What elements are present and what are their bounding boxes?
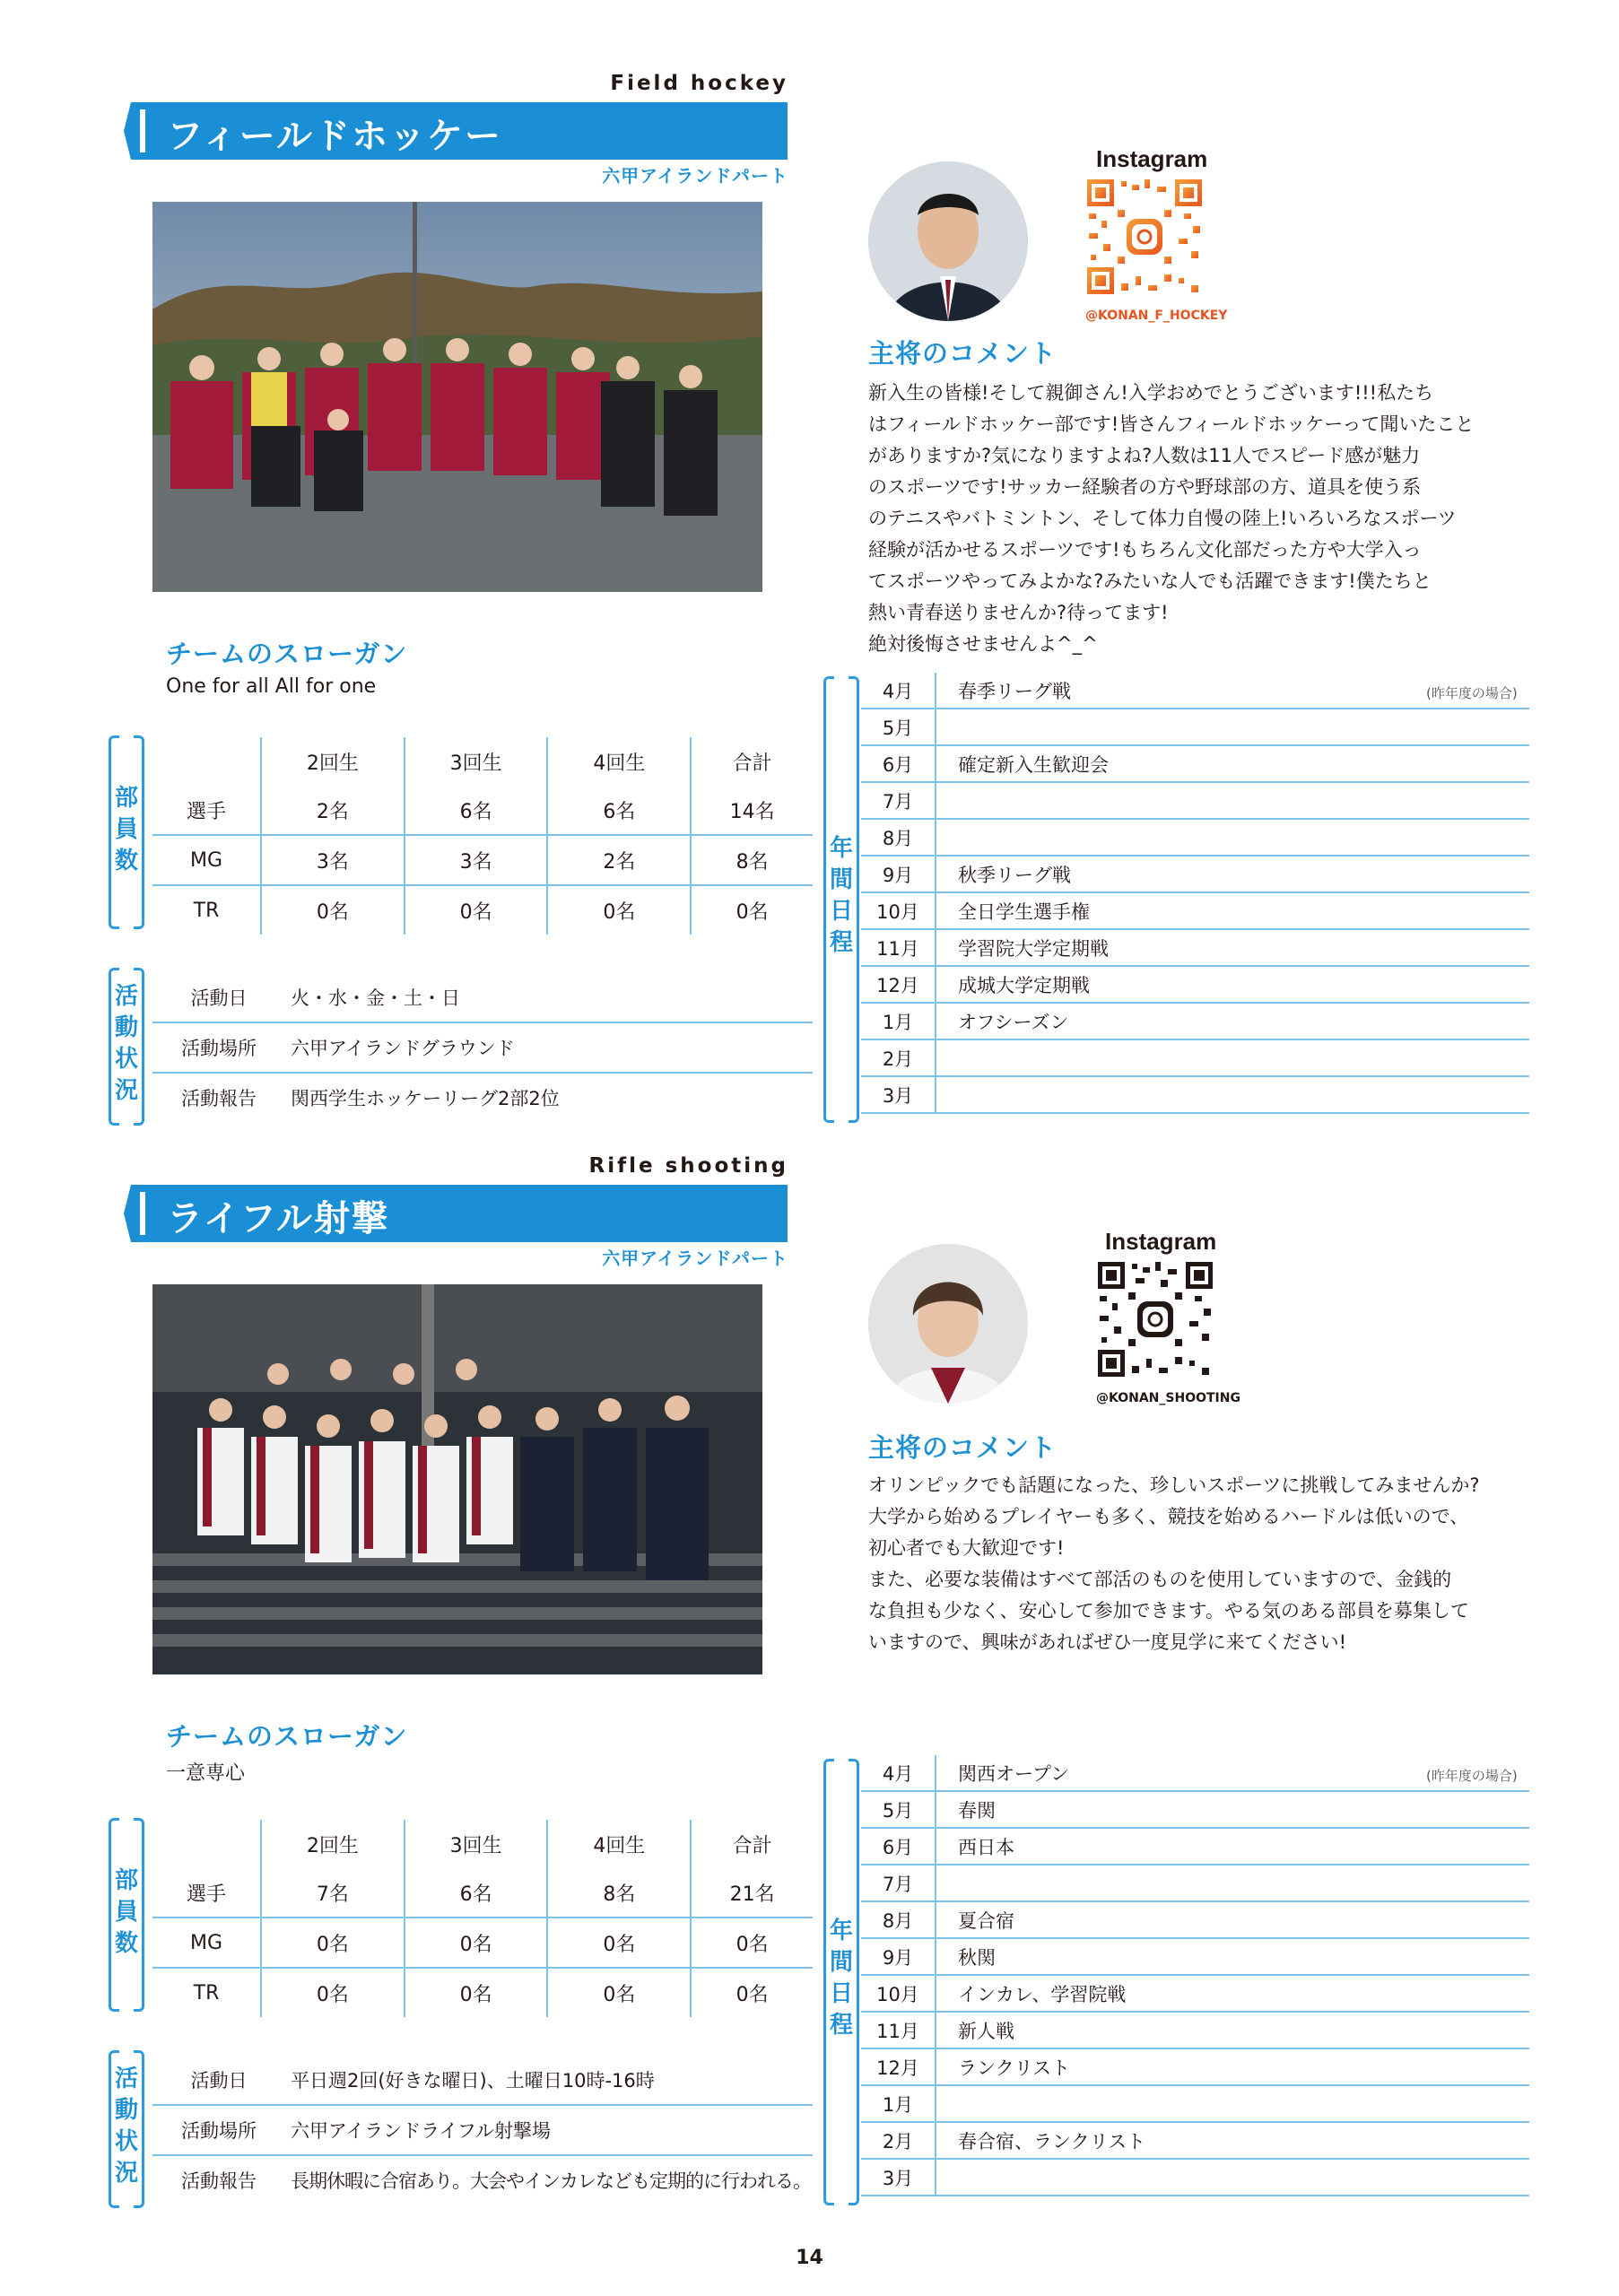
table-row: 9月 秋関 <box>861 1938 1529 1975</box>
table-row: 活動場所 六甲アイランドライフル射撃場 <box>152 2105 813 2155</box>
table-row: 11月 学習院大学定期戦 <box>861 929 1529 966</box>
table-row: 1月 <box>861 2085 1529 2122</box>
schedule-table <box>861 673 1529 1114</box>
instagram-heading: Instagram <box>1105 1228 1217 1255</box>
table-row: 2月 春合宿、ランクリスト <box>861 2122 1529 2159</box>
table-row: 8月 <box>861 819 1529 856</box>
schedule-table <box>861 1755 1529 2196</box>
campus-area: 六甲アイランドパート <box>602 165 788 187</box>
club-title: フィールドホッケー <box>167 116 502 157</box>
table-row: 活動場所 六甲アイランドグラウンド <box>152 1022 813 1073</box>
col-header: 2回生 <box>261 1820 405 1868</box>
captain-photo <box>868 161 1028 321</box>
table-row: 12月 ランクリスト <box>861 2048 1529 2085</box>
activity-side-label: 活 動 状 況 <box>109 968 144 1126</box>
instagram-heading: Instagram <box>1096 145 1208 172</box>
table-row: 6月 西日本 <box>861 1828 1529 1865</box>
schedule-note: (昨年度の場合) <box>1426 1768 1518 1784</box>
col-header: 3回生 <box>405 737 548 786</box>
team-photo <box>152 202 762 592</box>
activity-table <box>152 973 813 1122</box>
col-header: 2回生 <box>261 737 405 786</box>
table-row: 活動日 平日週2回(好きな曜日)、土曜日10時-16時 <box>152 2056 813 2105</box>
table-row: MG 3名 3名 2名 8名 <box>152 835 813 885</box>
col-header: 4回生 <box>547 737 691 786</box>
table-row: 選手 7名 6名 8名 21名 <box>152 1868 813 1918</box>
table-row: 11月 新人戦 <box>861 2012 1529 2048</box>
english-title: Field hockey <box>610 72 788 95</box>
members-table <box>152 1820 813 2017</box>
captain-comment: 新入生の皆様!そして親御さん!入学おめでとうございます!!!私たち はフィールドホッケー部です!皆さんフィールドホッケーって聞いたこと がありますか?気になりますよね?人数は11人でスピード感が魅力 のスポーツです!サッカー経験者の方や野球部の方、道具を使う系 のテニスやバトミントン、そして体力自慢の陸上!いろいろなスポーツ 経験が活かせるスポーツです!もちろん文化部だった方や大学入っ てスポーツやってみよかな?みたいな人でも活躍できます!僕たちと 熱い青春送りませんか?待ってます! 絶対後悔させませんよ^_^ <box>868 382 1475 655</box>
members-table <box>152 737 813 935</box>
table-row: 3月 <box>861 2159 1529 2196</box>
club-section-field-hockey <box>0 72 1619 1148</box>
members-side-label: 部 員 数 <box>109 1818 144 2012</box>
qr-code[interactable] <box>1085 178 1204 296</box>
instagram-handle[interactable]: @KONAN_SHOOTING <box>1096 1391 1240 1405</box>
table-row: TR 0名 0名 0名 0名 <box>152 885 813 935</box>
captain-comment-heading: 主将のコメント <box>868 338 1058 369</box>
captain-photo <box>868 1244 1028 1404</box>
slogan-heading: チームのスローガン <box>166 1721 408 1752</box>
table-row: 9月 秋季リーグ戦 <box>861 856 1529 892</box>
english-title: Rifle shooting <box>588 1154 788 1178</box>
table-row: 7月 <box>861 1865 1529 1901</box>
table-row: 3月 <box>861 1076 1529 1113</box>
captain-comment-heading: 主将のコメント <box>868 1432 1058 1463</box>
club-section-rifle-shooting <box>0 1154 1619 2231</box>
campus-area: 六甲アイランドパート <box>602 1248 788 1269</box>
table-row: 8月 夏合宿 <box>861 1901 1529 1938</box>
col-header: 4回生 <box>547 1820 691 1868</box>
table-row: 1月 オフシーズン <box>861 1003 1529 1039</box>
slogan-heading: チームのスローガン <box>166 639 408 669</box>
table-row: TR 0名 0名 0名 0名 <box>152 1968 813 2017</box>
col-header: 3回生 <box>405 1820 548 1868</box>
team-photo <box>152 1284 762 1674</box>
activity-side-label: 活 動 状 況 <box>109 2050 144 2208</box>
table-row: 活動日 火・水・金・土・日 <box>152 973 813 1022</box>
members-side-label: 部 員 数 <box>109 735 144 929</box>
col-header: 合計 <box>691 737 813 786</box>
schedule-side-label: 年 間 日 程 <box>823 1759 859 2205</box>
captain-comment: オリンピックでも話題になった、珍しいスポーツに挑戦してみませんか? 大学から始めるプレイヤーも多く、競技を始めるハードルは低いので、 初心者でも大歓迎です! また、必要な装備はすべて部活のものを使用していますので、金銭的 な負担も少なく、安心して参加できます。やる気のある部員を募集して いますので、興味があればぜひ一度見学に来てください! <box>868 1474 1480 1653</box>
slogan-text: One for all All for one <box>166 675 377 698</box>
qr-code[interactable] <box>1096 1260 1214 1378</box>
table-row: 4月 関西オープン <box>861 1755 1529 1791</box>
table-row: 10月 インカレ、学習院戦 <box>861 1975 1529 2012</box>
table-row: 選手 2名 6名 6名 14名 <box>152 786 813 835</box>
table-row: 10月 全日学生選手権 <box>861 892 1529 929</box>
table-row: 6月 確定新入生歓迎会 <box>861 745 1529 782</box>
club-title: ライフル射撃 <box>167 1198 389 1239</box>
col-header: 合計 <box>691 1820 813 1868</box>
instagram-handle[interactable]: @KONAN_F_HOCKEY <box>1085 309 1228 323</box>
table-row: MG 0名 0名 0名 0名 <box>152 1918 813 1968</box>
page-number: 14 <box>796 2247 823 2269</box>
slogan-text: 一意専心 <box>166 1762 246 1785</box>
table-row: 7月 <box>861 782 1529 819</box>
table-row: 4月 春季リーグ戦 <box>861 673 1529 709</box>
schedule-side-label: 年 間 日 程 <box>823 676 859 1123</box>
table-row: 5月 <box>861 709 1529 745</box>
table-row: 活動報告 長期休暇に合宿あり。大会やインカレなども定期的に行われる。 <box>181 2170 811 2192</box>
table-row: 活動報告 関西学生ホッケーリーグ2部2位 <box>181 1088 560 1109</box>
table-row: 2月 <box>861 1039 1529 1076</box>
table-row: 5月 春関 <box>861 1791 1529 1828</box>
activity-table <box>152 2056 813 2205</box>
schedule-note: (昨年度の場合) <box>1426 685 1518 701</box>
table-row: 12月 成城大学定期戦 <box>861 966 1529 1003</box>
